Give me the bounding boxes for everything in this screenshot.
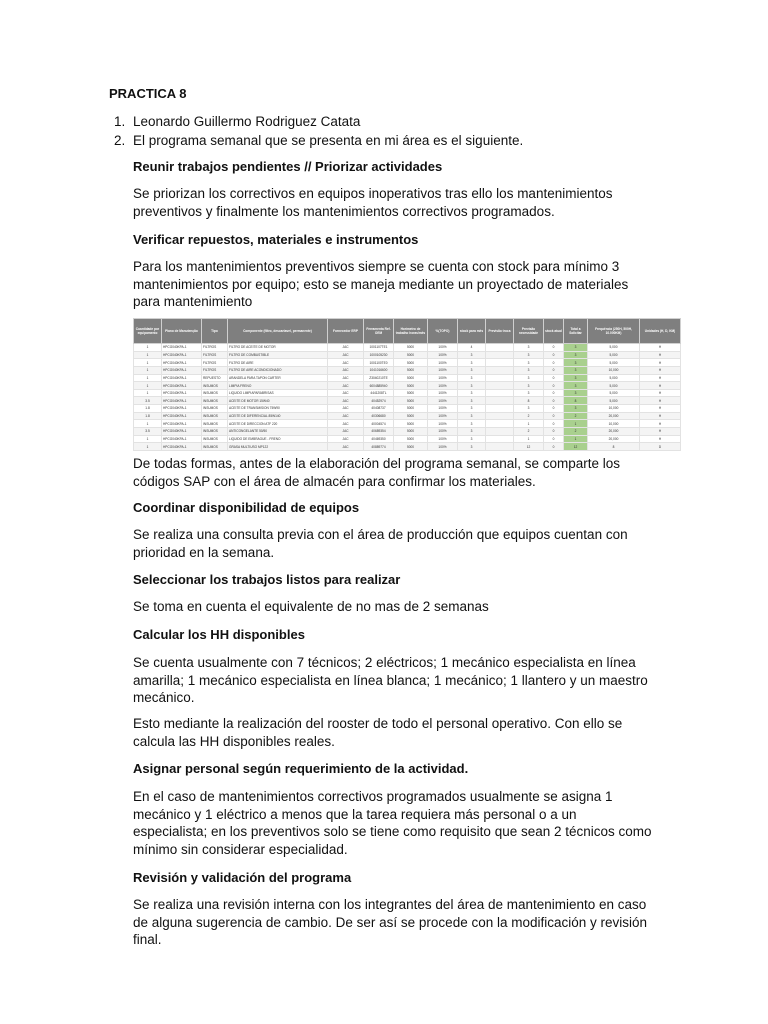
table-cell: 100% (428, 397, 458, 405)
table-cell: 5000 (394, 359, 428, 367)
table-cell: 3 (458, 412, 486, 420)
table-cell: 5000 (394, 389, 428, 397)
table-cell: 8 (588, 443, 640, 451)
table-cell: 100% (428, 374, 458, 382)
section-heading-coordinar: Coordinar disponibilidad de equipos (133, 500, 360, 515)
table-cell: HPCG040KPA-1 (162, 351, 202, 359)
table-cell: FILTROS (202, 359, 228, 367)
column-header: Fornecedor ERP (328, 319, 364, 344)
table-cell: H (640, 351, 681, 359)
table-row (134, 435, 681, 443)
table-cell: 2 (564, 412, 588, 420)
table-cell: REPUESTO (202, 374, 228, 382)
table-cell: H (640, 366, 681, 374)
table-cell: 0 (544, 405, 564, 413)
table-cell: 40889774 (364, 443, 394, 451)
table-cell: 5000 (394, 420, 428, 428)
table-cell: 100% (428, 351, 458, 359)
table-cell: 8 (564, 397, 588, 405)
table-cell: 3 (514, 382, 544, 390)
table-cell: 5,000 (588, 344, 640, 352)
table-cell: H (640, 374, 681, 382)
table-cell: JAC (328, 382, 364, 390)
table-cell: 12 (564, 443, 588, 451)
table-cell: 3 (458, 359, 486, 367)
table-row (134, 374, 681, 382)
table-row (134, 397, 681, 405)
table-cell (486, 382, 514, 390)
table-cell: 3 (514, 359, 544, 367)
table-cell: 5000 (394, 351, 428, 359)
table-cell: 5,000 (588, 397, 640, 405)
table-cell: 3 (458, 374, 486, 382)
table-cell: HPCG040KPA-1 (162, 435, 202, 443)
table-cell: 5,000 (588, 382, 640, 390)
table-cell: 1041016600 (364, 366, 394, 374)
table-cell: INSUMOS (202, 382, 228, 390)
table-cell: INSUMOS (202, 435, 228, 443)
table-cell: HPCG040KPA-1 (162, 382, 202, 390)
table-cell: 3 (564, 382, 588, 390)
table-cell: 100% (428, 344, 458, 352)
table-cell: 2 (514, 428, 544, 436)
table-cell (486, 420, 514, 428)
column-header: Horímetro de trabalho horas/mês (394, 319, 428, 344)
table-cell: 1 (564, 420, 588, 428)
table-cell: 1001100TE0 (364, 359, 394, 367)
table-cell: 0 (544, 366, 564, 374)
table-cell: 40408737 (364, 405, 394, 413)
paragraph-coordinar: Se realiza una consulta previa con el área de producción que equipos cuentan con prioridad en la semana. (133, 527, 628, 560)
table-cell (486, 443, 514, 451)
table-cell: 0 (544, 382, 564, 390)
table-cell (486, 389, 514, 397)
table-cell: FILTRO DE AIRE (228, 359, 328, 367)
column-header: Unidades (H, D, KM) (640, 319, 681, 344)
table-cell: 6004885940 (364, 382, 394, 390)
numbered-list (114, 112, 523, 150)
table-row (134, 412, 681, 420)
table-cell: ACEITE DE DIRECCION ATF 220 (228, 420, 328, 428)
table-cell: 10,000 (588, 405, 640, 413)
table-cell: 1 (514, 420, 544, 428)
table-cell: 3.5 (134, 397, 162, 405)
table-cell: HPCG040KPA-1 (162, 397, 202, 405)
table-cell: 4 (458, 344, 486, 352)
table-cell: LIMPIA FRENO (228, 382, 328, 390)
table-cell: 2 (564, 428, 588, 436)
table-cell: 3 (458, 351, 486, 359)
table-cell: HPCG040KPA-1 (162, 344, 202, 352)
table-cell: JAC (328, 435, 364, 443)
table-cell: 1 (134, 420, 162, 428)
table-cell: INSUMOS (202, 412, 228, 420)
section-heading-asignar: Asignar personal según requerimiento de la actividad. (133, 761, 469, 776)
table-cell: FILTROS (202, 351, 228, 359)
table-cell: 20,000 (588, 428, 640, 436)
table-cell: 3 (458, 366, 486, 374)
table-cell: 100% (428, 359, 458, 367)
table-cell: 100% (428, 382, 458, 390)
table-cell: 0 (544, 435, 564, 443)
paragraph-rooster: Esto mediante la realización del rooster de todo el personal operativo. Con ello se calcula las HH disponibles reales. (133, 716, 623, 749)
table-row (134, 351, 681, 359)
table-cell: 40452974 (364, 397, 394, 405)
table-cell (486, 435, 514, 443)
table-cell: 0 (544, 359, 564, 367)
table-cell: 3 (564, 374, 588, 382)
table-cell: 20,000 (588, 412, 640, 420)
table-cell: 5000 (394, 344, 428, 352)
table-cell: 1001107TE1 (364, 344, 394, 352)
table-cell: 10,000 (588, 420, 640, 428)
list-item (114, 131, 523, 150)
table-cell: 0 (544, 344, 564, 352)
table-cell: H (640, 389, 681, 397)
table-cell: 1.8 (134, 405, 162, 413)
table-cell: INSUMOS (202, 389, 228, 397)
table-cell: 1 (134, 443, 162, 451)
table-cell: JAC (328, 351, 364, 359)
table-cell (486, 359, 514, 367)
column-header: Frequência (250H, 500H, 10.000KM) (588, 319, 640, 344)
table-cell: 40306680 (364, 412, 394, 420)
table-cell: 1 (134, 351, 162, 359)
paragraph-calcular-hh: Se cuenta usualmente con 7 técnicos; 2 eléctricos; 1 mecánico especialista en línea amarilla; 1 mecánico especialista en línea blanca; 1 mecánico; 1 llantero y un maestro mecánico. (133, 655, 648, 705)
table-cell: HPCG040KPA-1 (162, 366, 202, 374)
column-header: Componente (filtro, descartavel, permanente) (228, 319, 328, 344)
table-cell: H (640, 412, 681, 420)
table-cell: 1 (134, 359, 162, 367)
paragraph-asignar: En el caso de mantenimientos correctivos programados usualmente se asigna 1 mecánico y 1 eléctrico a menos que la tarea requiera más personal o a un especialista; en los preventivos solo se tiene como requisito que sean 2 técnicos como mínimo sin considerar especialidad. (133, 789, 652, 857)
table-cell: HPCG040KPA-1 (162, 420, 202, 428)
table-cell: 5000 (394, 374, 428, 382)
table-cell: HPCG040KPA-1 (162, 412, 202, 420)
column-header: Total a Solicitar (564, 319, 588, 344)
table-cell: 1 (134, 382, 162, 390)
table-cell: HPCG040KPA-1 (162, 359, 202, 367)
table-cell: H (640, 405, 681, 413)
paragraph-reunir: Se priorizan los correctivos en equipos inoperativos tras ello los mantenimientos preventivos y finalmente los mantenimientos correctivos programados. (133, 186, 613, 219)
table-cell: 12 (514, 443, 544, 451)
section-heading-verificar: Verificar repuestos, materiales e instrumentos (133, 232, 419, 247)
table-cell: ACEITE DE TRANSMISION 75W90 (228, 405, 328, 413)
table-cell: 3 (514, 389, 544, 397)
table-cell: 0 (544, 443, 564, 451)
list-number: 1. (114, 114, 126, 129)
table-cell: H (640, 382, 681, 390)
column-header: %(TOPO) (428, 319, 458, 344)
table-cell: H (640, 359, 681, 367)
table-cell (486, 344, 514, 352)
table-row (134, 428, 681, 436)
table-cell: FILTRO DE AIRE ACONDICIONADO (228, 366, 328, 374)
table-cell: 1.8 (134, 412, 162, 420)
table-cell: 2 (514, 412, 544, 420)
paragraph-verificar: Para los mantenimientos preventivos siempre se cuenta con stock para mínimo 3 mantenimientos por equipo; esto se maneja mediante un proyectado de materiales para mantenimiento (133, 259, 629, 309)
table-row (134, 366, 681, 374)
table-cell: 1 (134, 344, 162, 352)
table-cell: 0 (544, 351, 564, 359)
table-cell: 40004574 (364, 420, 394, 428)
table-cell: 3 (458, 397, 486, 405)
table-cell: 3 (514, 405, 544, 413)
table-cell: HPCG040KPA-1 (162, 428, 202, 436)
table-cell: JAC (328, 420, 364, 428)
table-cell: JAC (328, 397, 364, 405)
table-cell: 1 (134, 435, 162, 443)
table-cell: H (640, 428, 681, 436)
table-cell: JAC (328, 366, 364, 374)
table-cell: JAC (328, 359, 364, 367)
table-cell: JAC (328, 428, 364, 436)
table-cell: INSUMOS (202, 428, 228, 436)
table-cell: 3 (458, 382, 486, 390)
table-cell: 100% (428, 443, 458, 451)
table-cell: 3 (458, 420, 486, 428)
table-cell: 3 (564, 366, 588, 374)
table-cell: 3 (514, 344, 544, 352)
list-text: Leonardo Guillermo Rodriguez Catata (133, 114, 361, 129)
table-row (134, 382, 681, 390)
table-cell: 5,000 (588, 351, 640, 359)
table-cell: FILTROS (202, 344, 228, 352)
table-row (134, 405, 681, 413)
table-cell: ACEITE DE DIFERENCIAL 85W140 (228, 412, 328, 420)
table-cell: 3 (564, 359, 588, 367)
table-cell: FILTROS (202, 366, 228, 374)
table-cell: 5000 (394, 412, 428, 420)
table-cell: 3 (458, 435, 486, 443)
column-header: Previsão troca (486, 319, 514, 344)
table-cell: JAC (328, 443, 364, 451)
column-header: Plano de Manutenção (162, 319, 202, 344)
table-cell: 40469350 (364, 435, 394, 443)
table-cell (486, 351, 514, 359)
table-cell (486, 397, 514, 405)
table-cell: 100% (428, 435, 458, 443)
section-heading-calcular-hh: Calcular los HH disponibles (133, 627, 305, 642)
table-cell: D (640, 443, 681, 451)
table-cell: 5,000 (588, 374, 640, 382)
table-cell: 5,000 (588, 389, 640, 397)
table-cell: ACEITE DE MOTOR 15W40 (228, 397, 328, 405)
table-cell: INSUMOS (202, 397, 228, 405)
column-header: Tipo (202, 319, 228, 344)
table-row (134, 420, 681, 428)
list-number: 2. (114, 133, 126, 148)
table-cell: HPCG040KPA-1 (162, 443, 202, 451)
table-cell: ANTICONGELANTE 50/50 (228, 428, 328, 436)
table-cell: 3 (458, 405, 486, 413)
table-cell: 1 (134, 374, 162, 382)
paragraph-codigos-sap: De todas formas, antes de la elaboración del programa semanal, se comparte los códigos SAP con el área de almacén para confirmar los materiales. (133, 456, 621, 489)
table-cell: 0 (544, 412, 564, 420)
table-cell: 1 (514, 435, 544, 443)
table-cell: JAC (328, 405, 364, 413)
table-cell: 5000 (394, 435, 428, 443)
table-cell: 5000 (394, 382, 428, 390)
column-header: Previsão necessidade (514, 319, 544, 344)
table-cell (486, 374, 514, 382)
table-row (134, 344, 681, 352)
table-cell: 3 (458, 443, 486, 451)
table-cell: H (640, 435, 681, 443)
table-cell: 100% (428, 405, 458, 413)
table-cell: Z3040210TE (364, 374, 394, 382)
column-header: stock para mês (458, 319, 486, 344)
table-row (134, 443, 681, 451)
table-cell: JAC (328, 344, 364, 352)
table-row (134, 359, 681, 367)
table-cell: 100% (428, 366, 458, 374)
table-cell: 3.5 (134, 428, 162, 436)
table-cell: 5000 (394, 428, 428, 436)
table-cell: 3 (564, 344, 588, 352)
table-cell: 1 (134, 389, 162, 397)
table-cell: 3 (564, 389, 588, 397)
table-cell: JAC (328, 374, 364, 382)
table-cell: HPCG040KPA-1 (162, 389, 202, 397)
table-cell: 100% (428, 389, 458, 397)
list-item (114, 112, 523, 131)
table-cell: 100% (428, 428, 458, 436)
table-cell: FILTRO DE COMBUSTIBLE (228, 351, 328, 359)
table-cell: HPCG040KPA-1 (162, 374, 202, 382)
section-heading-reunir: Reunir trabajos pendientes // Priorizar actividades (133, 159, 443, 174)
table-cell: 3 (514, 366, 544, 374)
table-cell: 0 (544, 428, 564, 436)
table-cell: INSUMOS (202, 420, 228, 428)
table-cell (486, 405, 514, 413)
table-cell: 3 (564, 405, 588, 413)
table-cell: 0 (544, 389, 564, 397)
table-cell (486, 428, 514, 436)
table-cell: 1 (564, 435, 588, 443)
paragraph-seleccionar: Se toma en cuenta el equivalente de no mas de 2 semanas (133, 599, 489, 614)
table-cell: 5000 (394, 443, 428, 451)
table-cell: 5,000 (588, 359, 640, 367)
table-cell: 5000 (394, 366, 428, 374)
table-cell: 3 (514, 374, 544, 382)
materials-table-image (133, 318, 680, 449)
table-cell: 0 (544, 397, 564, 405)
table-cell: INSUMOS (202, 443, 228, 451)
list-text: El programa semanal que se presenta en mi área es el siguiente. (133, 133, 524, 148)
table-cell: INSUMOS (202, 405, 228, 413)
table-cell: 3 (458, 428, 486, 436)
table-cell: 40689354 (364, 428, 394, 436)
table-cell: 0 (544, 420, 564, 428)
table-cell: LIQUIDO DE EMBRAGUE - FRENO (228, 435, 328, 443)
column-header: stock atual (544, 319, 564, 344)
table-cell: HPCG040KPA-1 (162, 405, 202, 413)
column-header: Cuantidade por equipamento (134, 319, 162, 344)
table-cell: H (640, 344, 681, 352)
table-cell: 20,000 (588, 435, 640, 443)
table-cell: 3 (564, 351, 588, 359)
table-cell: FILTRO DE ACEITE DE MOTOR (228, 344, 328, 352)
table-cell: 3 (514, 351, 544, 359)
table-cell: 4441208TL (364, 389, 394, 397)
paragraph-revision: Se realiza una revisión interna con los integrantes del área de mantenimiento en caso de alguna sugerencia de cambio. De ser así se procede con la modificación y revisión final. (133, 897, 648, 947)
table-cell (486, 366, 514, 374)
table-cell: 5000 (394, 405, 428, 413)
table-cell: H (640, 420, 681, 428)
table-row (134, 389, 681, 397)
table-cell: 5000 (394, 397, 428, 405)
table-cell: 3 (458, 389, 486, 397)
table-cell: H (640, 397, 681, 405)
table-cell: 100% (428, 420, 458, 428)
table-cell: LIQUIDO LIMPIAPARABRISAS (228, 389, 328, 397)
section-heading-revision: Revisión y validación del programa (133, 870, 352, 885)
table-cell: 0 (544, 374, 564, 382)
table-cell: JAC (328, 389, 364, 397)
table-cell: 1 (134, 366, 162, 374)
table-cell: JAC (328, 412, 364, 420)
document-title: PRACTICA 8 (109, 86, 187, 101)
table-cell: 10,000 (588, 366, 640, 374)
section-heading-seleccionar: Seleccionar los trabajos listos para realizar (133, 572, 401, 587)
table-cell: 8 (514, 397, 544, 405)
table-cell: 1000105230 (364, 351, 394, 359)
table-header-row (134, 319, 681, 344)
table-cell: GRASA MULTIUSO MP122 (228, 443, 328, 451)
table-cell: 100% (428, 412, 458, 420)
table-cell (486, 412, 514, 420)
column-header: Ferramenta Ref. OEM (364, 319, 394, 344)
materials-table (133, 318, 681, 451)
table-cell: ARANDELA PARA TAPON CARTER (228, 374, 328, 382)
